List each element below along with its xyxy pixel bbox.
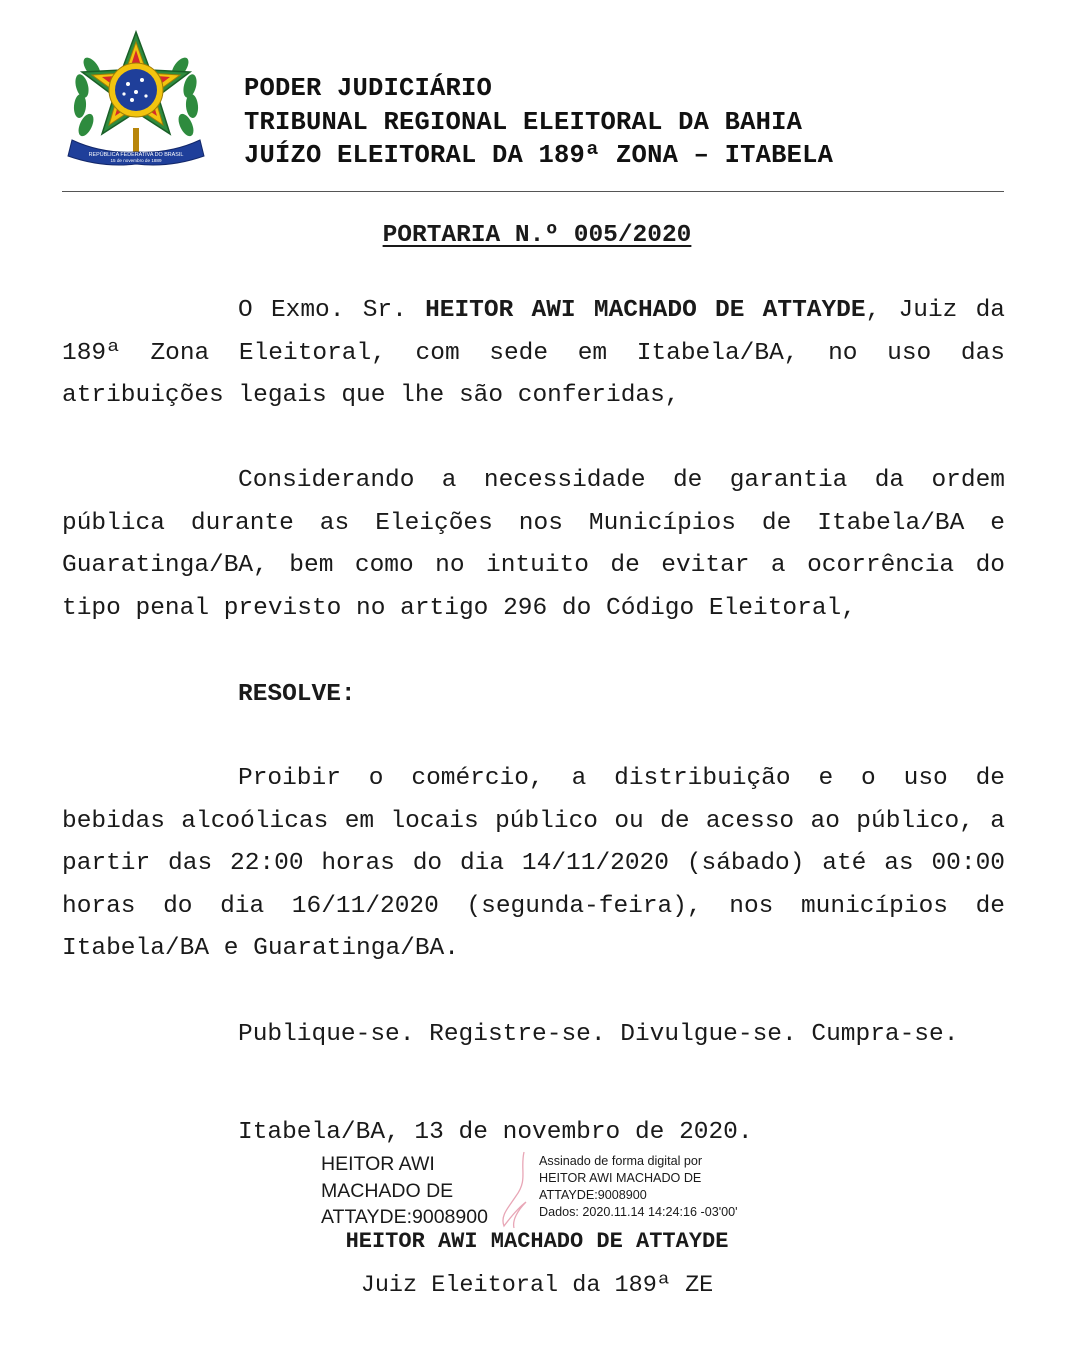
intro-rest: , Juiz da 189ª Zona Eleitoral, com sede em Itabela/BA, no uso das atribuições legais que lhe são conferidas, — [62, 297, 1005, 410]
brazil-coat-of-arms-seal — [62, 28, 210, 166]
decision-text: Proibir o comércio, a distribuição e o uso de bebidas alcoólicas em locais público ou de acesso ao público, a partir das 22:00 horas do dia 14/11/2020 (sábado) até as 00:00 horas do dia 16/11/2020 (segunda-feira), nos municípios de Itabela/BA e Guaratinga/BA. — [62, 765, 1005, 963]
signer-role: Juiz Eleitoral da 189ª ZE — [360, 1272, 714, 1299]
signature-name-line: MACHADO DE — [321, 1179, 454, 1202]
signature-detail-line: Dados: 2020.11.14 14:24:16 -03'00' — [539, 1205, 738, 1219]
signature-name-line: HEITOR AWI — [321, 1153, 435, 1175]
seal-ribbon-text: REPÚBLICA FEDERATIVA DO BRASIL — [88, 152, 184, 158]
header-divider — [62, 191, 1004, 192]
resolve-heading: RESOLVE: — [238, 681, 356, 708]
letterhead-line-court: TRIBUNAL REGIONAL ELEITORAL DA BAHIA — [244, 107, 803, 137]
seal-ribbon-date: 15 de novembro de 1889 — [110, 158, 162, 163]
signature-detail-line: ATTAYDE:9008900 — [539, 1188, 647, 1202]
considering-paragraph — [62, 460, 1005, 630]
digital-signature-details — [539, 1153, 738, 1221]
signature-detail-line: Assinado de forma digital por — [539, 1154, 703, 1168]
considering-text: Considerando a necessidade de garantia da ordem pública durante as Eleições nos Municípios de Itabela/BA e Guaratinga/BA, bem como no intuito de evitar a ocorrência do tipo penal previsto no artigo 296 do Código Eleitoral, — [62, 467, 1005, 622]
signer-name: HEITOR AWI MACHADO DE ATTAYDE — [345, 1229, 729, 1254]
decision-paragraph — [62, 758, 1005, 971]
judge-name-inline: HEITOR AWI MACHADO DE ATTAYDE — [425, 297, 866, 324]
place-and-date: Itabela/BA, 13 de novembro de 2020. — [238, 1119, 753, 1146]
intro-lead: O Exmo. Sr. — [238, 297, 426, 324]
signature-scribble — [494, 1150, 534, 1230]
document-title — [0, 222, 1074, 249]
closing-line: Publique-se. Registre-se. Divulgue-se. Cumpra-se. — [238, 1021, 959, 1048]
intro-paragraph — [62, 290, 1005, 418]
signature-name-line: ATTAYDE:9008900 — [321, 1206, 488, 1228]
letterhead — [244, 72, 833, 173]
document-title-text: PORTARIA N.º 005/2020 — [382, 222, 692, 249]
letterhead-line-judiciary: PODER JUDICIÁRIO — [244, 74, 493, 103]
signature-detail-line: HEITOR AWI MACHADO DE — [539, 1171, 702, 1185]
digital-signature-name — [321, 1151, 488, 1231]
letterhead-line-zone: JUÍZO ELEITORAL DA 189ª ZONA – ITABELA — [244, 141, 834, 170]
